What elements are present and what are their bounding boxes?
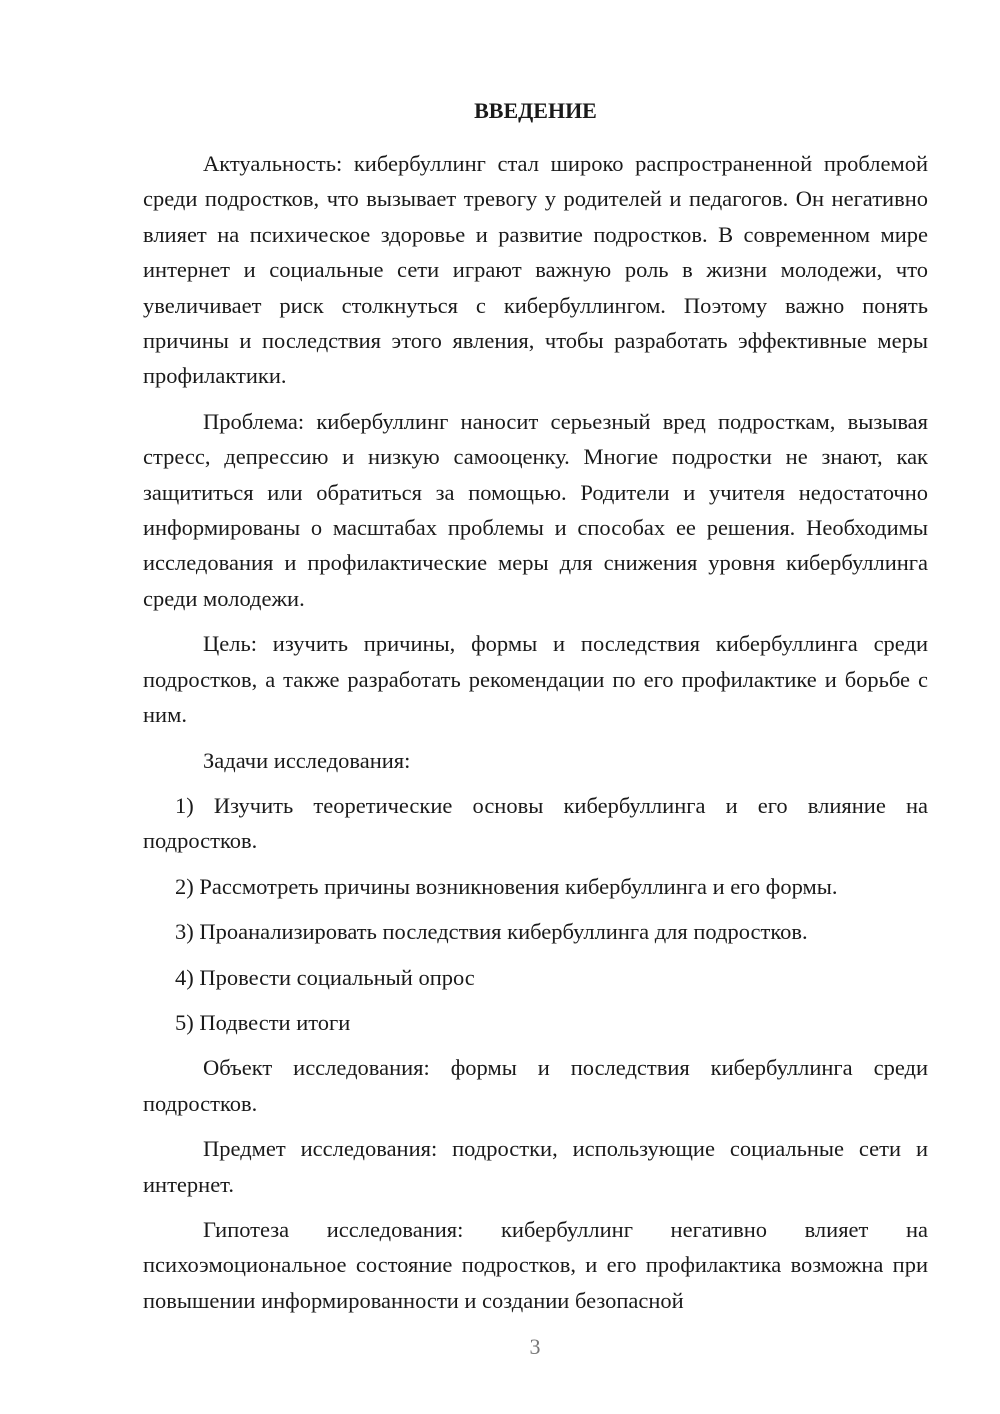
list-item: 5) Подвести итоги (175, 1009, 351, 1035)
list-item: 1) Изучить теоретические основы кибербуллинга и его влияние на подростков. (143, 792, 928, 854)
document-page (143, 96, 928, 1328)
paragraph-problem: Проблема: кибербуллинг наносит серьезный вред подросткам, вызывая стресс, депрессию и низкую самооценку. Многие подростки не знают, как защититься или обратиться за помощью. Родители и учителя недостаточно информированы о масштабах проблемы и способах ее решения. Необходимы исследования и профилактические меры для снижения уровня кибербуллинга среди молодежи. (143, 408, 928, 611)
list-item: 2) Рассмотреть причины возникновения кибербуллинга и его формы. (175, 873, 838, 899)
list-item: 4) Провести социальный опрос (175, 964, 475, 990)
page-number: 3 (529, 1334, 541, 1359)
paragraph-subject: Предмет исследования: подростки, использующие социальные сети и интернет. (143, 1136, 928, 1197)
paragraph-relevance: Актуальность: кибербуллинг стал широко распространенной проблемой среди подростков, что вызывает тревогу у родителей и педагогов. Он негативно влияет на психическое здоровье и развитие подростков. В современном мире интернет и социальные сети играют важную роль в жизни молодежи, что увеличивает риск столкнуться с кибербуллингом. Поэтому важно понять причины и последствия этого явления, чтобы разработать эффективные меры профилактики. (143, 151, 928, 389)
paragraph-goal: Цель: изучить причины, формы и последствия кибербуллинга среди подростков, а также разработать рекомендации по его профилактике и борьбе с ним. (143, 631, 928, 728)
paragraph-hypothesis: Гипотеза исследования: кибербуллинг негативно влияет на психоэмоциональное состояние подростков, и его профилактика возможна при повышении информированности и создании безопасной (143, 1216, 928, 1313)
paragraph-object: Объект исследования: формы и последствия кибербуллинга среди подростков. (143, 1055, 928, 1116)
tasks-heading: Задачи исследования: (203, 747, 411, 773)
tasks-list (143, 788, 928, 1040)
list-item: 3) Проанализировать последствия кибербуллинга для подростков. (175, 919, 808, 945)
page-title: ВВЕДЕНИЕ (474, 98, 597, 123)
